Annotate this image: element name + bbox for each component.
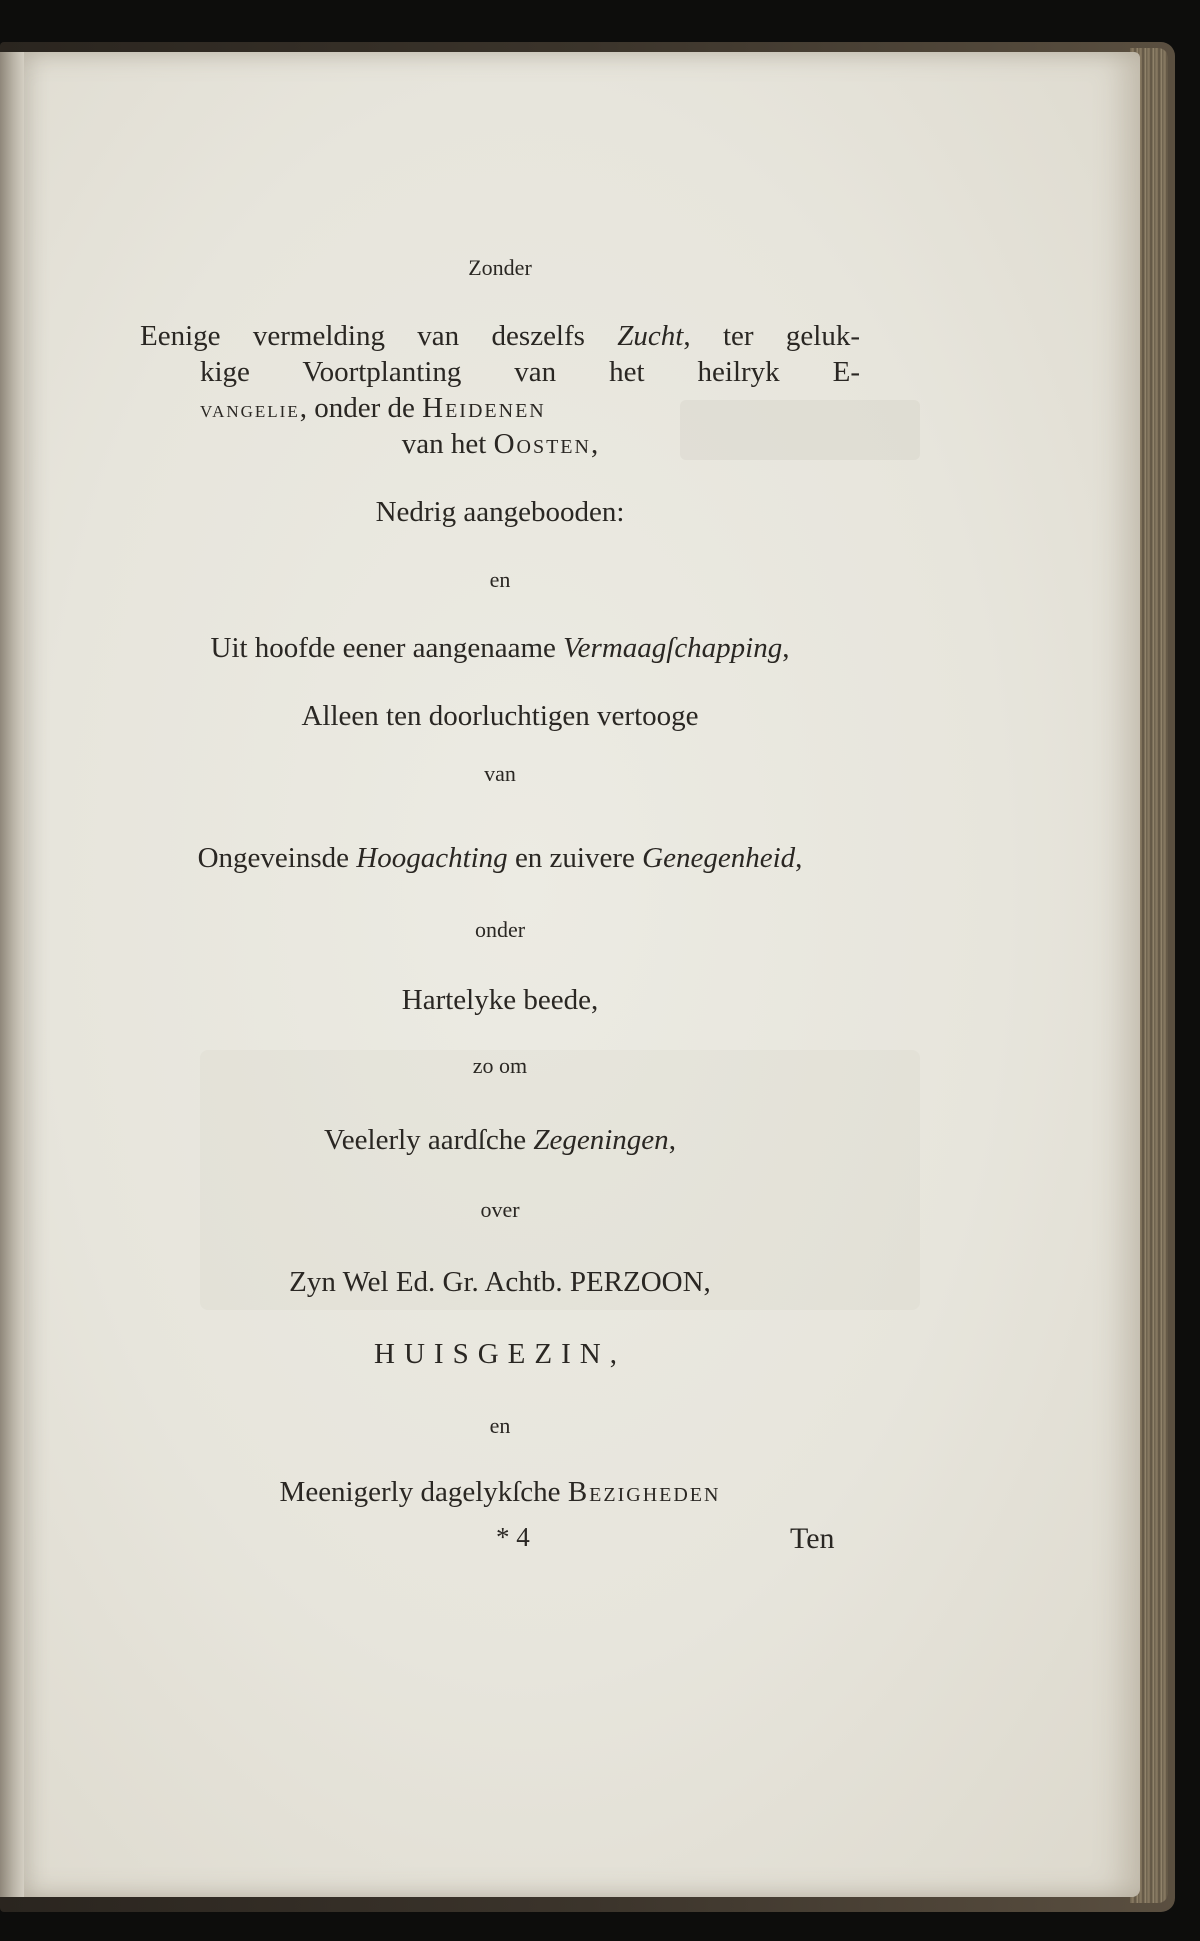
text-line-meenigerly — [140, 1474, 860, 1510]
text-line-veelerly — [140, 1122, 860, 1158]
text-run: HUISGEZIN, — [374, 1338, 626, 1370]
catchword: Ten — [790, 1522, 835, 1555]
text-run: over — [480, 1197, 520, 1222]
text-line-over — [140, 1192, 860, 1228]
text-run: , — [590, 428, 599, 460]
text-run: , — [795, 842, 803, 874]
text-run-italic: Zucht — [617, 320, 684, 352]
text-run: van het — [401, 428, 487, 460]
text-line-nedrig — [140, 494, 860, 530]
text-run: onder — [474, 917, 526, 942]
text-run: kige Voortplanting van het heilryk E- — [200, 356, 860, 388]
text-run: Alleen ten doorluchtigen vertooge — [301, 700, 699, 732]
text-run: , — [782, 632, 790, 664]
text-line-en-1 — [140, 562, 860, 598]
text-run-italic: Vermaagſchapping — [563, 632, 783, 664]
text-run: , ter geluk- — [683, 320, 860, 352]
text-line-ongeveinsde — [140, 840, 860, 876]
text-run: Meenigerly dagelykſche — [279, 1476, 561, 1508]
text-run: Ongeveinsde — [197, 842, 349, 874]
text-line-en-2 — [140, 1408, 860, 1444]
signature-mark: * 4 — [496, 1522, 530, 1552]
text-line-huisgezin — [140, 1336, 860, 1372]
text-run: Zyn Wel Ed. Gr. Achtb. PERZOON, — [289, 1266, 711, 1298]
text-run: Nedrig aangebooden: — [375, 496, 625, 528]
text-line-zyn-wel-ed — [140, 1264, 860, 1300]
text-line-eenige-3 — [200, 390, 860, 428]
text-run: Hartelyke beede, — [401, 984, 599, 1016]
text-run-small-caps: Oosten — [493, 428, 591, 460]
text-run: en — [489, 567, 511, 592]
text-run: , onder de — [299, 392, 415, 424]
word-zonder: Zonder — [468, 255, 532, 280]
text-run-small-caps: vangelie — [200, 397, 300, 423]
text-run: zo om — [472, 1053, 528, 1078]
text-run-italic: Zegeningen — [533, 1124, 669, 1156]
text-run: Eenige vermelding van deszelfs — [140, 320, 585, 352]
text-line-zonder — [140, 250, 860, 286]
text-line-onder — [140, 912, 860, 948]
text-run: , — [668, 1124, 676, 1156]
text-run-italic: Hoogachting — [356, 842, 508, 874]
text-run: en — [489, 1413, 511, 1438]
text-line-alleen — [140, 698, 860, 734]
text-run: van — [484, 761, 516, 786]
text-line-van — [140, 756, 860, 792]
text-run: Veelerly aardſche — [324, 1124, 527, 1156]
text-line-zo-om — [140, 1048, 860, 1084]
text-run: Uit hoofde eener aangenaame — [210, 632, 556, 664]
text-run-small-caps: Bezigheden — [567, 1476, 721, 1508]
page-gutter — [0, 52, 24, 1897]
text-line-uit-hoofde — [140, 630, 860, 666]
text-run-small-caps: Heidenen — [422, 392, 546, 424]
text-run: en zuivere — [514, 842, 635, 874]
text-line-eenige-1 — [140, 318, 860, 354]
text-run-italic: Genegenheid — [642, 842, 796, 874]
text-line-hartelyke — [140, 982, 860, 1018]
text-line-eenige-2 — [200, 354, 860, 390]
text-line-eenige-4 — [140, 426, 860, 462]
